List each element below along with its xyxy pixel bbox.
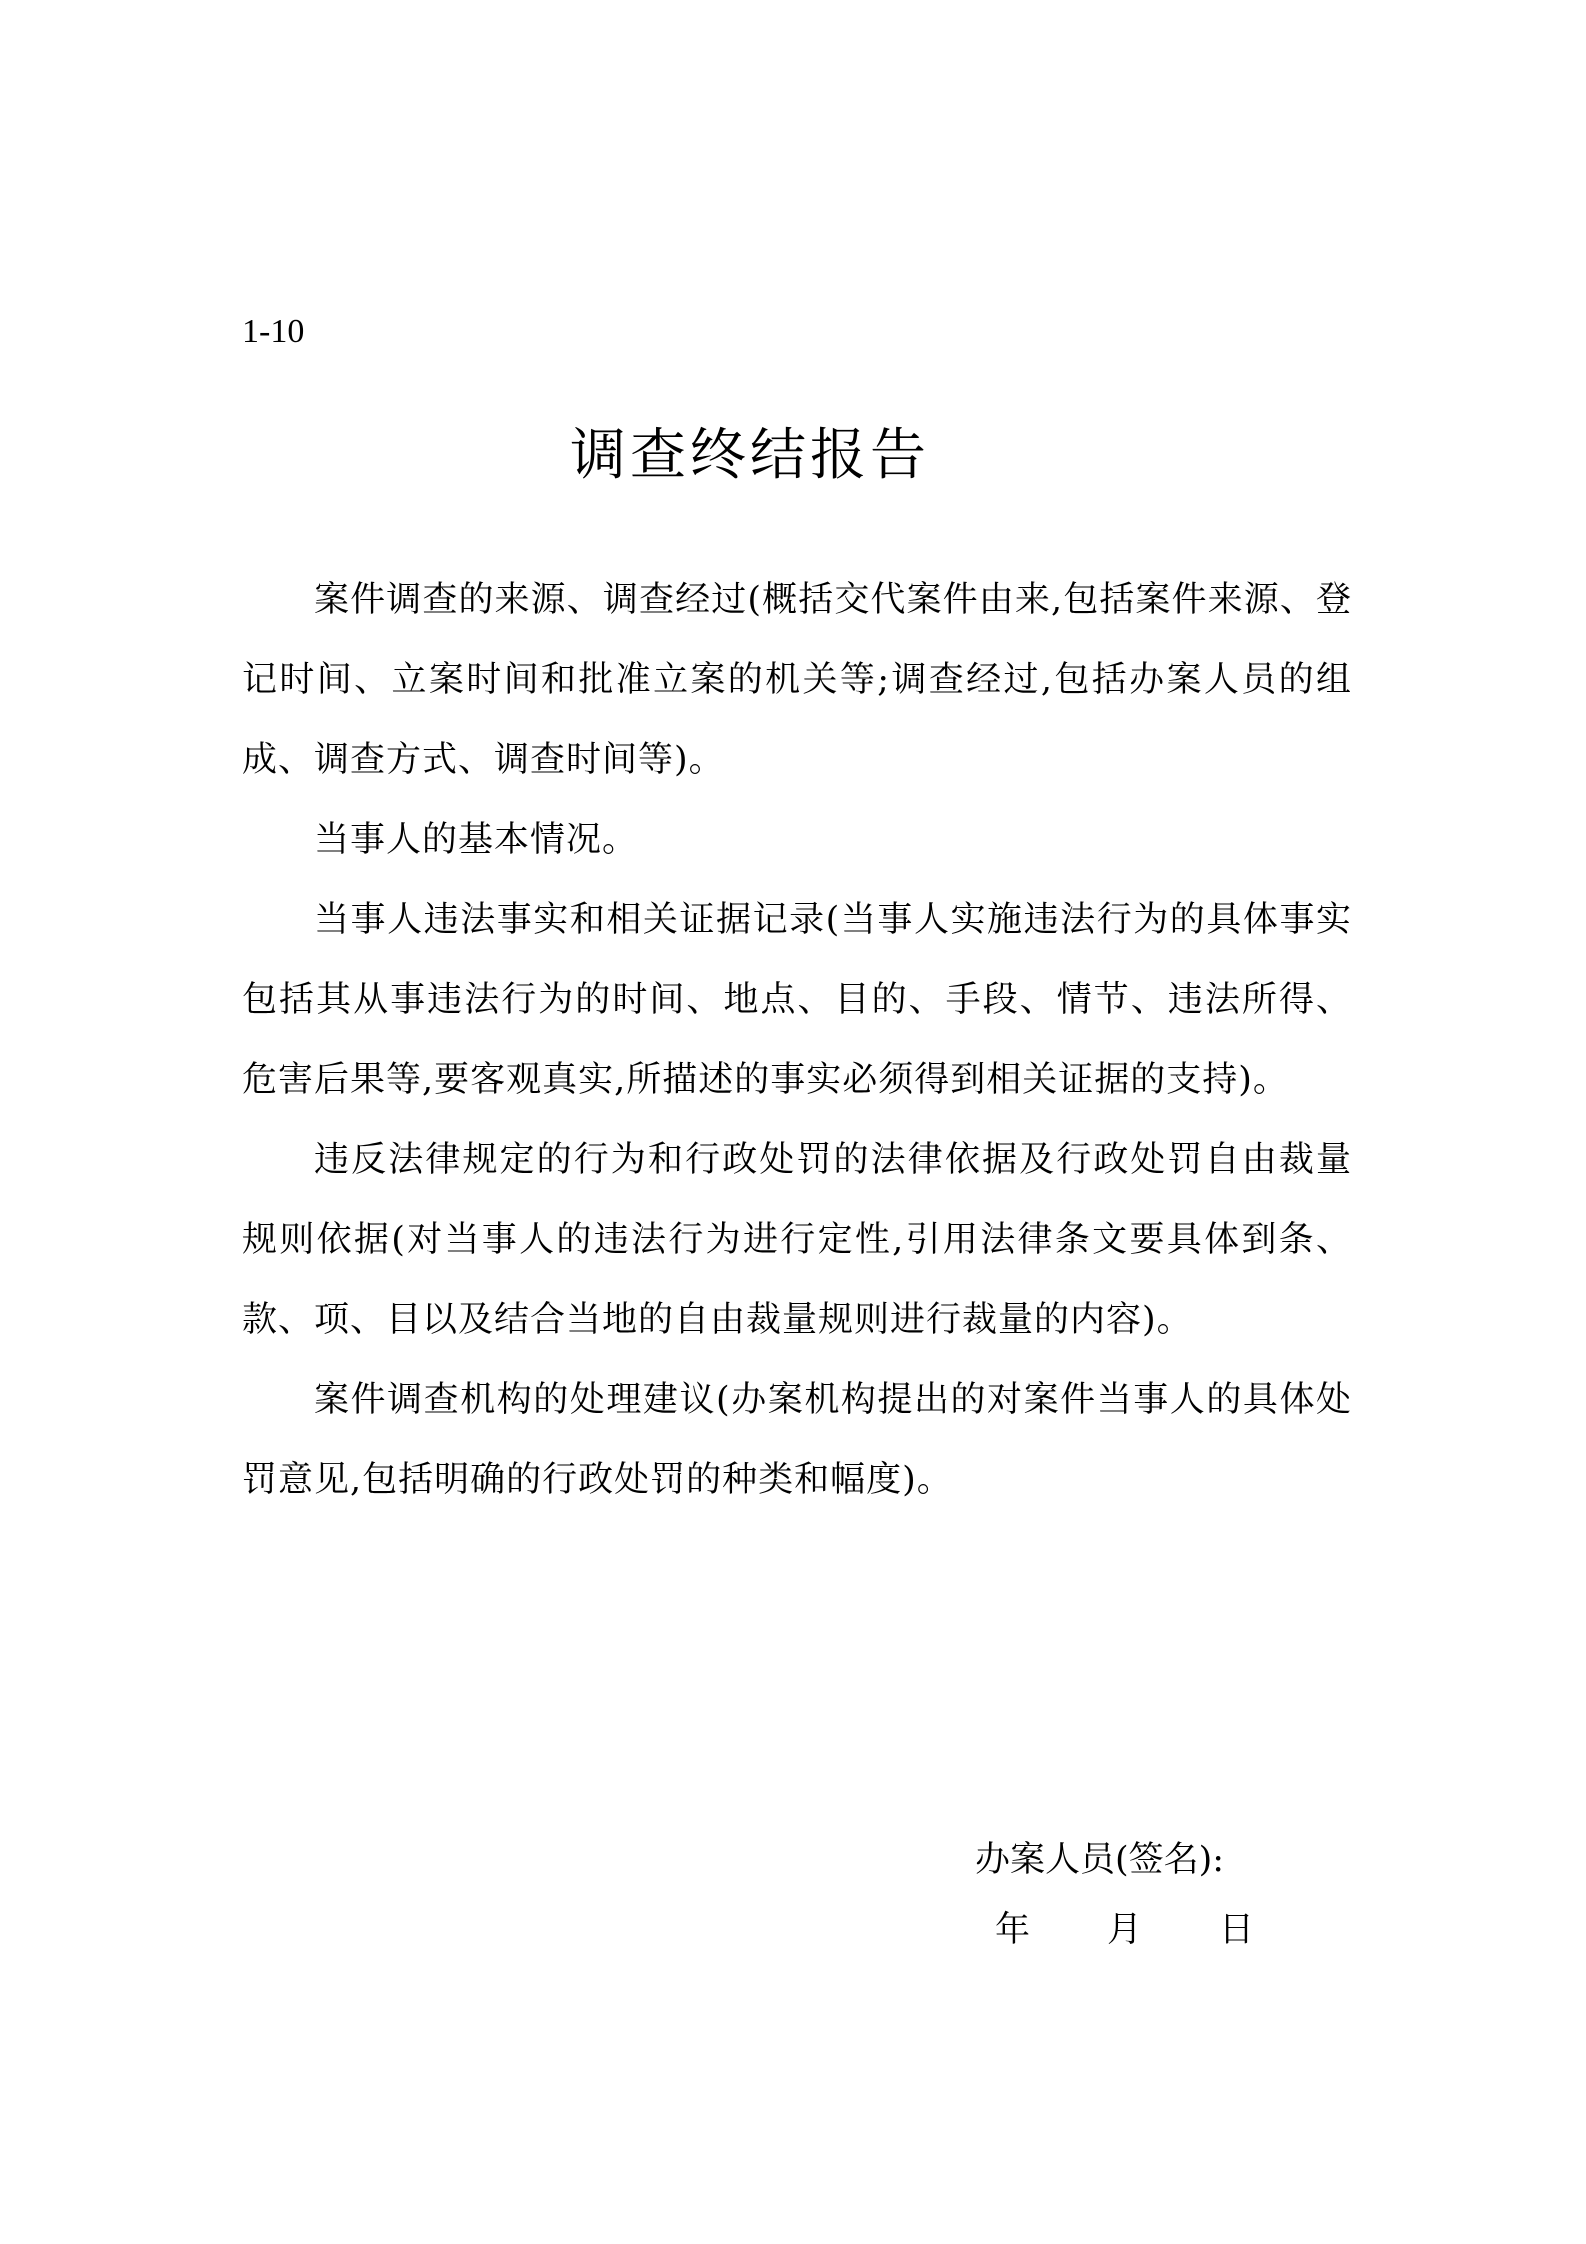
signature-label: 办案人员(签名): — [975, 1840, 1225, 1880]
page-title: 调查终结报告 — [570, 423, 930, 488]
paragraph-handling-suggestion: 案件调查机构的处理建议(办案机构提出的对案件当事人的具体处罚意见,包括明确的行政处罚的种类和幅度)。 — [242, 1380, 1352, 1500]
date-day-label: 日 — [1219, 1910, 1255, 1950]
paragraph-party-info: 当事人的基本情况。 — [314, 820, 639, 860]
document-number: 1-10 — [242, 313, 305, 350]
paragraph-violation-facts: 当事人违法事实和相关证据记录(当事人实施违法行为的具体事实包括其从事违法行为的时间、地点、目的、手段、情节、违法所得、危害后果等,要客观真实,所描述的事实必须得到相关证据的支持)。 — [242, 900, 1352, 1100]
paragraph-legal-basis: 违反法律规定的行为和行政处罚的法律依据及行政处罚自由裁量规则依据(对当事人的违法行为进行定性,引用法律条文要具体到条、款、项、目以及结合当地的自由裁量规则进行裁量的内容)。 — [242, 1140, 1352, 1340]
date-year-label: 年 — [995, 1910, 1031, 1950]
report-body — [242, 560, 1352, 1520]
date-line — [975, 1910, 1375, 1950]
signature-block — [975, 1840, 1375, 1950]
date-month-label: 月 — [1107, 1910, 1143, 1950]
paragraph-case-source: 案件调查的来源、调查经过(概括交代案件由来,包括案件来源、登记时间、立案时间和批准立案的机关等;调查经过,包括办案人员的组成、调查方式、调查时间等)。 — [242, 580, 1352, 780]
